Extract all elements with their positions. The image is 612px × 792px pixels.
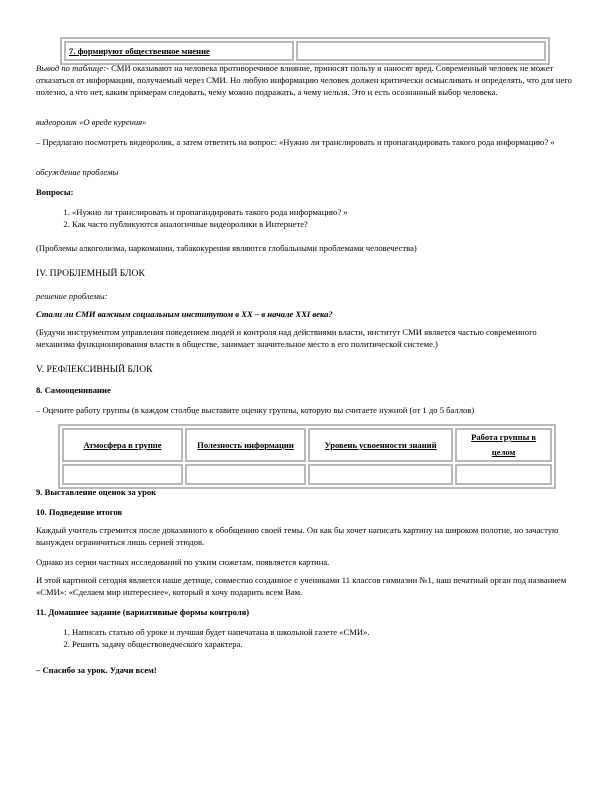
summary-paragraph-3: И этой картиной сегодня является наше детище, совместно созданное с учениками 11 классов гимназии №1, наш печатный орган под названием «СМИ»: «Сделаем мир интереснее», который я хочу подарить всем Вам.	[36, 575, 567, 597]
block4-heading: IV. ПРОБЛЕМНЫЙ БЛОК	[36, 268, 145, 279]
table-cell: 7. формируют общественное мнение	[64, 41, 294, 61]
score-cell[interactable]	[308, 464, 453, 485]
discussion-label: обсуждение проблемы	[36, 167, 119, 177]
score-cell[interactable]	[185, 464, 306, 485]
list-item: 2. Решить задачу обществоведческого характера.	[72, 638, 612, 650]
header-cell: Полезность информации	[185, 428, 306, 462]
summary-paragraph-1: Каждый учитель стремится после доказанного к обобщению своей темы. Он как бы хочет написать картину на широком полотне, но зачастую вынужден ограничиться лишь серией этюдов.	[36, 525, 559, 547]
grades-heading: 9. Выставление оценок за урок	[36, 487, 157, 497]
questions-heading: Вопросы:	[36, 187, 74, 197]
header-cell: Уровень усвоенности знаний	[308, 428, 453, 462]
closing-text: – Спасибо за урок. Удачи всем!	[36, 665, 157, 675]
video-prompt: – Предлагаю посмотреть видеоролик, а затем ответить на вопрос: «Нужно ли транслировать и пропагандировать такого рода информацию? »	[36, 137, 555, 147]
problem-answer: (Будучи инструментом управления поведением людей и контроля над действиями власти, институт СМИ является частью современного механизма функционирования власти в обществе, занимает значительное место в его политической системе.)	[36, 327, 537, 349]
header-cell: Атмосфера в группе	[62, 428, 183, 462]
table-header-row	[62, 428, 552, 462]
self-eval-instruction: – Оцените работу группы (в каждом столбце выставите оценку группы, которую вы считаете нужной (от 1 до 5 баллов)	[36, 405, 475, 415]
list-item: 1. Написать статью об уроке и лучшая будет напечатана в школьной газете «СМИ».	[72, 626, 612, 638]
self-eval-heading: 8. Самооценивание	[36, 385, 111, 395]
score-cell[interactable]	[455, 464, 552, 485]
problems-note: (Проблемы алкоголизма, наркомании, табакокурения являются глобальными проблемами человечества)	[36, 243, 417, 253]
homework-heading: 11. Домашнее задание (вариативные формы контроля)	[36, 607, 250, 617]
header-cell: Работа группы в целом	[455, 428, 552, 462]
table-row	[64, 41, 546, 61]
score-table	[58, 424, 556, 489]
list-item: 1. «Нужно ли транслировать и пропагандировать такого рода информацию? »	[72, 206, 612, 218]
score-cell[interactable]	[62, 464, 183, 485]
homework-list	[36, 626, 612, 650]
conclusion-text: - СМИ оказывают на человека противоречивое влияние, приносят пользу и наносят вред. Современный человек не может отказаться от информации, получаемый через СМИ. Но любую информацию человек должен критически осмысливать и определять, что для него полезно, а что нет, каким примерам следовать, чему можно подражать, а чему нельзя. Это и есть осознанный выбор человека.	[36, 63, 572, 97]
top-table	[60, 37, 550, 65]
summary-paragraph-2: Однако из серии частных исследований по узким сюжетам, появляется картина.	[36, 557, 330, 567]
problem-question: Стали ли СМИ важным социальным институтом в XX – в начале XXI века?	[36, 309, 333, 319]
list-item: 2. Как часто публикуются аналогичные видеоролики в Интернете?	[72, 218, 612, 230]
solution-label: решение проблемы:	[36, 291, 108, 301]
table-cell	[296, 41, 546, 61]
table-row	[62, 464, 552, 485]
summary-heading: 10. Подведение итогов	[36, 507, 123, 517]
block5-heading: V. РЕФЛЕКСИВНЫЙ БЛОК	[36, 364, 153, 375]
conclusion-paragraph	[36, 62, 576, 98]
video-label: видеоролик «О вреде курения»	[36, 117, 147, 127]
questions-list	[36, 206, 612, 230]
conclusion-label: Вывод по таблице:	[36, 63, 107, 73]
